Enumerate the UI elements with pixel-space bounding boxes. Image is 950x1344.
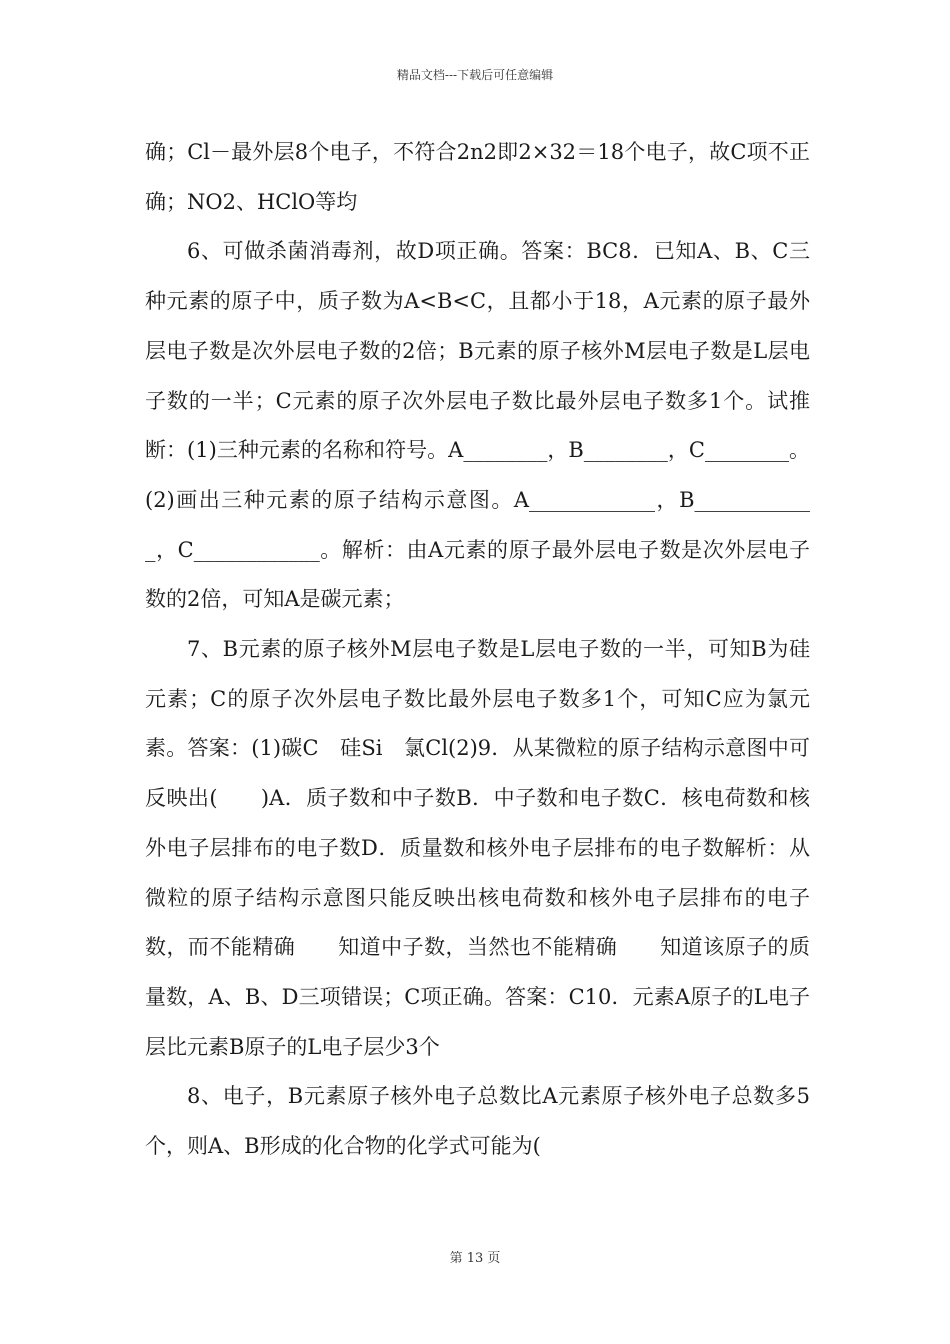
paragraph-1: 确；Cl－最外层8个电子，不符合2n2即2×32＝18个电子，故C项不正确；NO2、HClO等均 — [145, 140, 810, 214]
paragraph-3: 7、B元素的原子核外M层电子数是L层电子数的一半，可知B为硅元素；C的原子次外层电子数比最外层电子数多1个，可知C应为氯元素。答案：(1)碳C 硅Si 氯Cl(2)9．从某微粒的原子结构示意图中可反映出( )A．质子数和中子数B．中子数和电子数C．核电荷数和核外电子层排布的电子数D．质量数和核外电子层排布的电子数解析：从微粒的原子结构示意图只能反映出核电荷数和核外电子层排布的电子数，而不能精确 知道中子数，当然也不能精确 知道该原子的质量数，A、B、D三项错误；C项正确。答案：C10．元素A原子的L电子层比元素B原子的L电子层少3个 — [145, 637, 810, 1059]
paragraph-2: 6、可做杀菌消毒剂，故D项正确。答案：BC8．已知A、B、C三种元素的原子中，质子数为A<B<C，且都小于18，A元素的原子最外层电子数是次外层电子数的2倍；B元素的原子核外M层电子数是L层电子数的一半；C元素的原子次外层电子数比最外层电子数多1个。试推断：(1)三种元素的名称和符号。A________，B________，C________。(2)画出三种元素的原子结构示意图。A____________，B____________，C____________。解析：由A元素的原子最外层电子数是次外层电子数的2倍，可知A是碳元素； — [145, 239, 810, 612]
paragraph-4: 8、电子，B元素原子核外电子总数比A元素原子核外电子总数多5个，则A、B形成的化合物的化学式可能为( — [145, 1084, 810, 1159]
document-body — [145, 128, 810, 1172]
page-header: 精品文档---下载后可任意编辑 — [396, 68, 554, 82]
page-number: 第 13 页 — [449, 1251, 501, 1266]
